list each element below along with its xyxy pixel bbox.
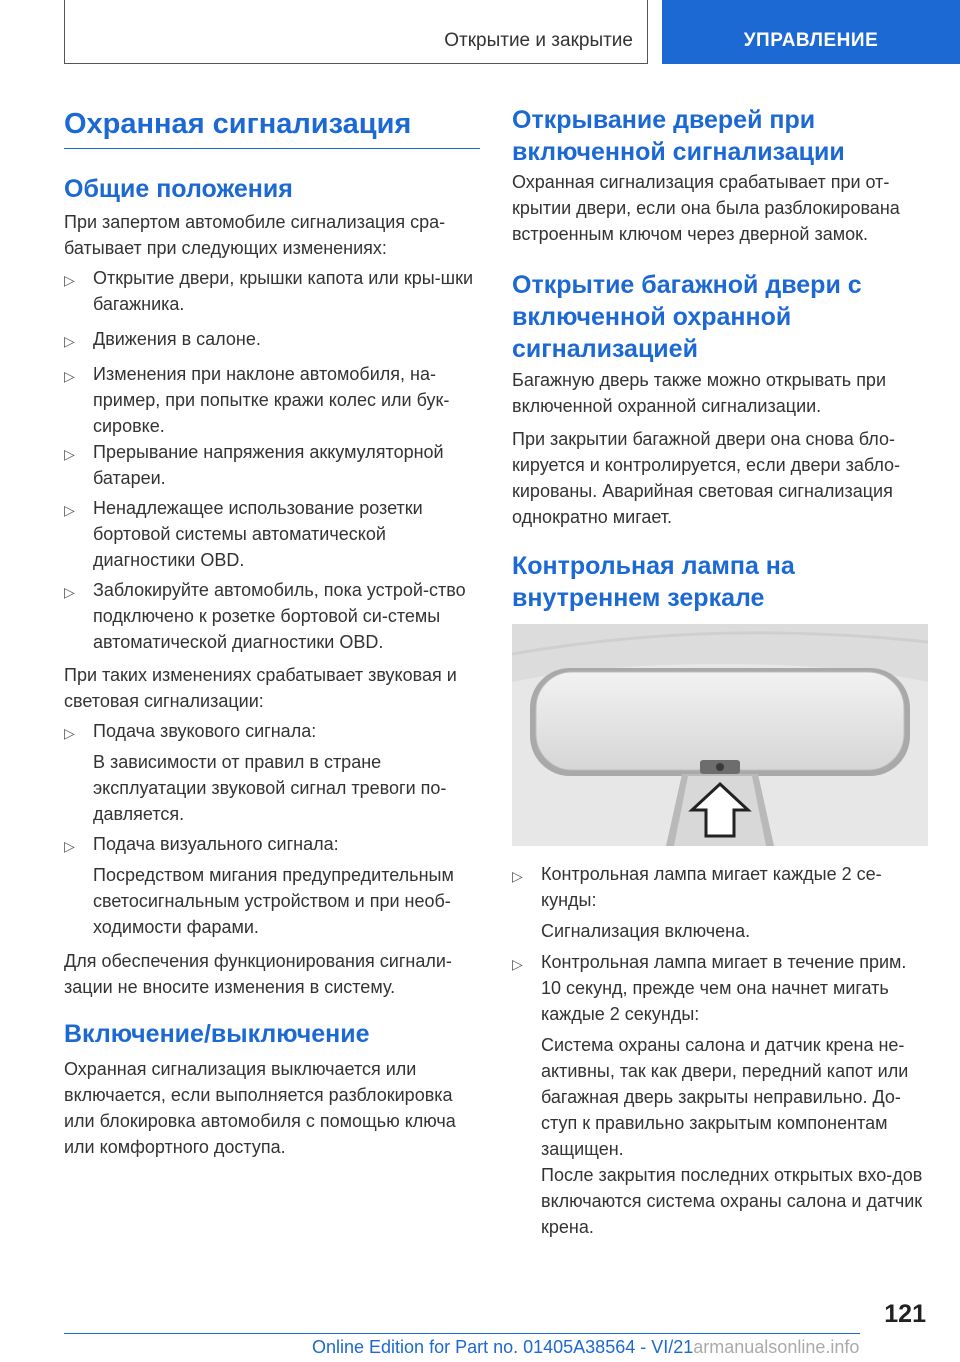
list-item-detail: Сигнализация включена. [541,921,751,941]
triangle-bullet-icon: ▷ [512,956,523,972]
header-chapter: УПРАВЛЕНИЕ [743,30,879,51]
header-section: Открытие и закрытие [444,30,633,51]
triangle-bullet-icon: ▷ [64,446,75,462]
list-item-detail: После закрытия последних открытых вхо-дов включаются система охраны салона и датчик крена. [541,1165,923,1237]
mirror-drawing [512,624,928,846]
footer-rule [64,1333,860,1334]
footer-edition-text: Online Edition for Part no. 01405A38564 - VI/21 [312,1337,694,1357]
heading-doors: Открывание дверей при включенной сигнализации [512,106,845,166]
heading-trunk: Открытие багажной двери с включенной охранной сигнализацией [512,271,862,363]
heading-general: Общие положения [64,175,293,203]
triangle-bullet-icon: ▷ [64,272,75,288]
paragraph: Охранная сигнализация выключается или включается, если выполняется разблокировка или блокировка автомобиля с помощью ключа или комфортного доступа. [64,1059,456,1157]
page-title: Охранная сигнализация [64,108,412,140]
triangle-bullet-icon: ▷ [64,368,75,384]
list-item-detail: Система охраны салона и датчик крена не-активны, так как двери, передний капот или багажная дверь закрыты неправильно. До-ступ к правильно закрытым компонентам защищен. [541,1035,909,1159]
paragraph: Багажную дверь также можно открывать при включенной охранной сигнализации. [512,370,887,416]
indicator-lamp-icon [716,763,724,771]
page-number: 121 [884,1300,926,1328]
title-rule [64,148,480,149]
triangle-bullet-icon: ▷ [64,838,75,854]
paragraph: При запертом автомобиле сигнализация сра-батывает при следующих изменениях: [64,212,446,258]
heading-onoff: Включение/выключение [64,1020,370,1048]
triangle-bullet-icon: ▷ [512,868,523,884]
list-item-detail: Посредством мигания предупредительным светосигнальным устройством и при необ-ходимости фарами. [93,865,454,937]
header-section-box [64,0,648,64]
paragraph: При таких изменениях срабатывает звуковая и световая сигнализации: [64,665,457,711]
triangle-bullet-icon: ▷ [64,725,75,741]
paragraph: При закрытии багажной двери она снова бло-кируется и контролируется, если двери забло-кированы. Аварийная световая сигнализация однократно мигает. [512,429,901,527]
header-chapter-tab[interactable] [662,0,960,64]
footer-watermark: armanualsonline.info [693,1337,860,1357]
paragraph: Для обеспечения функционирования сигнали-зации не вносите изменения в систему. [64,951,452,997]
footer-edition [312,1337,859,1358]
paragraph: Охранная сигнализация срабатывает при от-крытии двери, если она была разблокирована встроенным ключом через дверной замок. [512,172,900,244]
rearview-mirror-illustration [512,624,928,846]
triangle-bullet-icon: ▷ [64,584,75,600]
triangle-bullet-icon: ▷ [64,502,75,518]
heading-lamp: Контрольная лампа на внутреннем зеркале [512,552,795,612]
list-item-detail: В зависимости от правил в стране эксплуатации звуковой сигнал тревоги по-давляется. [93,752,447,824]
triangle-bullet-icon: ▷ [64,333,75,349]
